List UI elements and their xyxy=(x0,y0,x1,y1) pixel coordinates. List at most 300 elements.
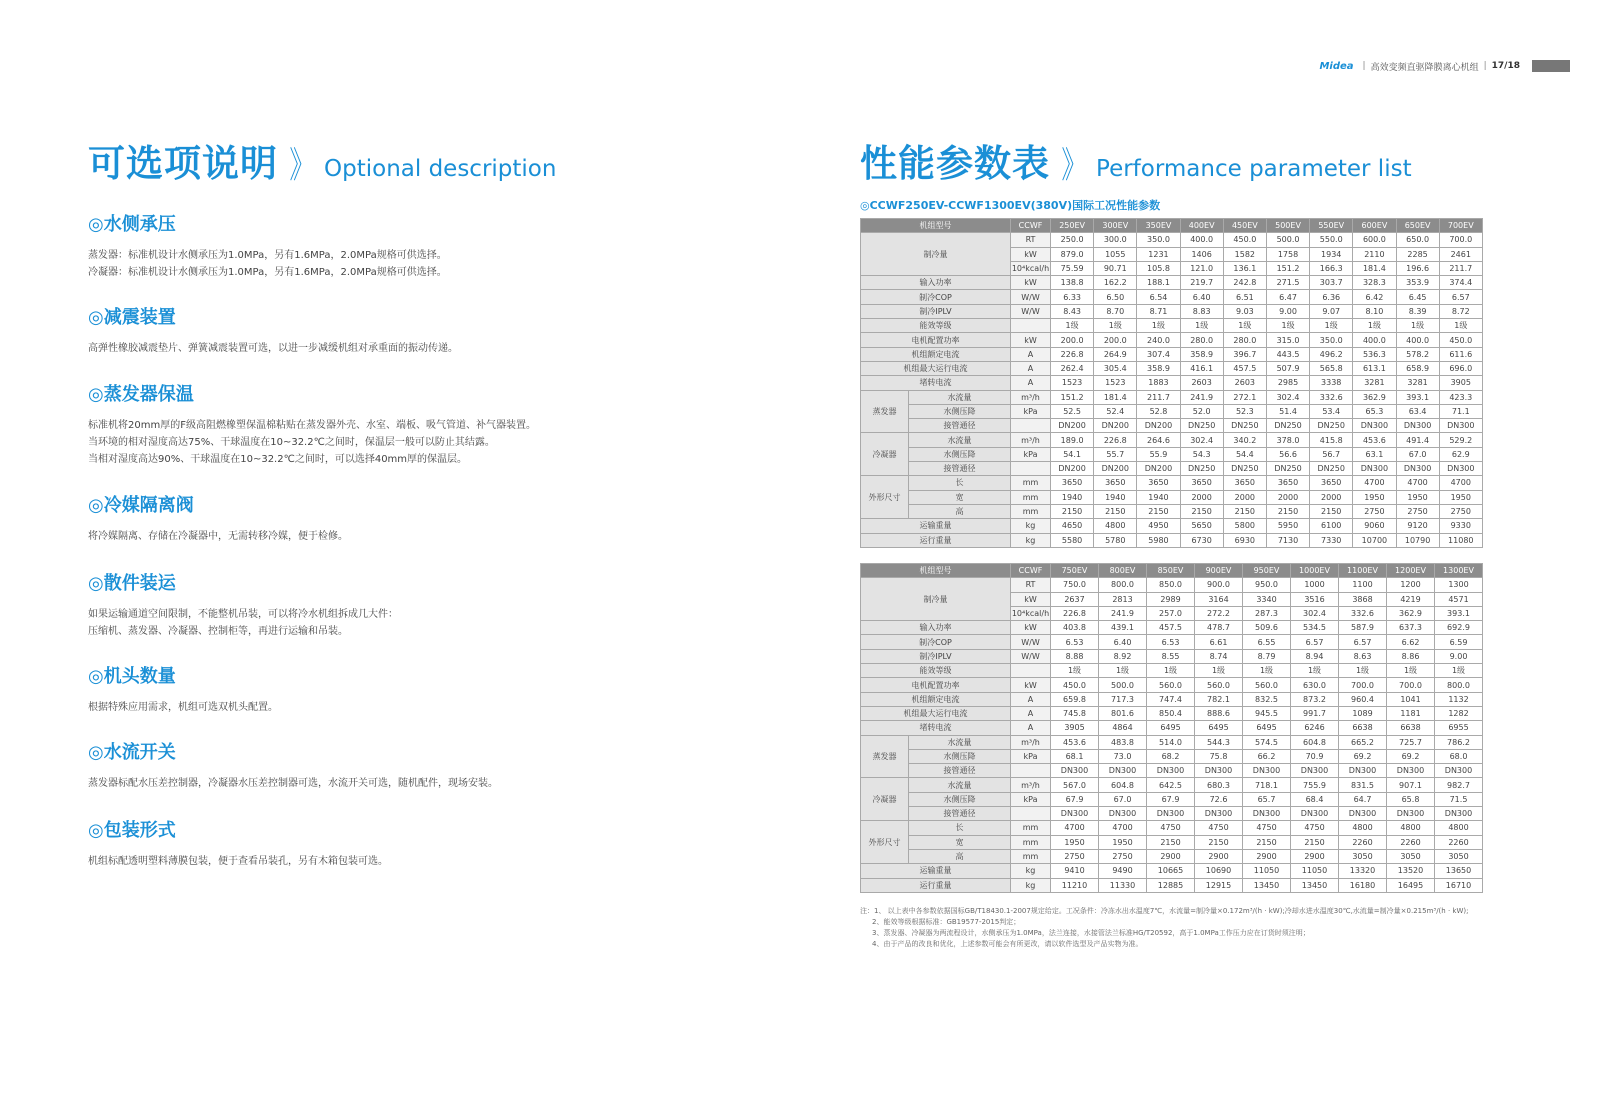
value-cell: 2985 xyxy=(1266,376,1309,390)
performance-title-cn: 性能参数表 xyxy=(860,142,1050,185)
unit-cell: mm xyxy=(1011,490,1051,504)
value-cell: 10665 xyxy=(1147,864,1195,878)
value-cell: 67.9 xyxy=(1147,792,1195,806)
value-cell: 151.2 xyxy=(1051,390,1094,404)
value-cell: 71.1 xyxy=(1439,404,1482,418)
value-cell: 393.1 xyxy=(1435,606,1483,620)
value-cell: 3650 xyxy=(1310,476,1353,490)
value-cell: 1级 xyxy=(1353,319,1396,333)
value-cell: 3164 xyxy=(1195,592,1243,606)
value-cell: 1200 xyxy=(1387,578,1435,592)
value-cell: 1883 xyxy=(1137,376,1180,390)
value-cell: 1181 xyxy=(1387,706,1435,720)
table-row xyxy=(861,664,1483,678)
value-cell: 4800 xyxy=(1094,519,1137,533)
unit-cell: W/W xyxy=(1011,635,1051,649)
value-cell: 11050 xyxy=(1243,864,1291,878)
value-cell: 264.6 xyxy=(1137,433,1180,447)
value-cell: 696.0 xyxy=(1439,361,1482,375)
value-cell: 1523 xyxy=(1051,376,1094,390)
row-label: 运行重量 xyxy=(861,533,1011,547)
row-label: 宽 xyxy=(909,490,1011,504)
value-cell: 250.0 xyxy=(1051,233,1094,247)
value-cell: 67.0 xyxy=(1396,447,1439,461)
value-cell: 2260 xyxy=(1387,835,1435,849)
row-label: 制冷IPLV xyxy=(861,304,1011,318)
value-cell: 52.5 xyxy=(1051,404,1094,418)
value-cell: DN200 xyxy=(1051,419,1094,433)
value-cell: 680.3 xyxy=(1195,778,1243,792)
section-text: 当环境的相对湿度高达75%、干球温度在10~32.2℃之间时，保温层一般可以防止其结露。 xyxy=(88,437,495,448)
value-cell: 16710 xyxy=(1435,878,1483,892)
value-cell: 6.61 xyxy=(1195,635,1243,649)
value-cell: 226.8 xyxy=(1094,433,1137,447)
value-cell: 3050 xyxy=(1435,849,1483,863)
value-cell: 211.7 xyxy=(1137,390,1180,404)
value-cell: DN250 xyxy=(1266,419,1309,433)
unit-cell: RT xyxy=(1011,233,1051,247)
model-header: 750EV xyxy=(1051,564,1099,578)
value-cell: 5800 xyxy=(1223,519,1266,533)
model-header: 1100EV xyxy=(1339,564,1387,578)
value-cell: 6.45 xyxy=(1396,290,1439,304)
value-cell: 53.4 xyxy=(1310,404,1353,418)
value-cell: DN300 xyxy=(1435,764,1483,778)
value-cell: 71.5 xyxy=(1435,792,1483,806)
row-label: 宽 xyxy=(909,835,1011,849)
value-cell: DN200 xyxy=(1094,462,1137,476)
table-row xyxy=(861,749,1483,763)
value-cell: 1950 xyxy=(1099,835,1147,849)
unit-cell: mm xyxy=(1011,835,1051,849)
table-row xyxy=(861,462,1483,476)
table-row xyxy=(861,319,1483,333)
value-cell: 6.42 xyxy=(1353,290,1396,304)
value-cell: 443.5 xyxy=(1266,347,1309,361)
value-cell: 873.2 xyxy=(1291,692,1339,706)
value-cell: 496.2 xyxy=(1310,347,1353,361)
value-cell: DN300 xyxy=(1099,807,1147,821)
value-cell: 68.1 xyxy=(1051,749,1099,763)
value-cell: 151.2 xyxy=(1266,261,1309,275)
model-header: 850EV xyxy=(1147,564,1195,578)
row-label: 堵转电流 xyxy=(861,376,1011,390)
value-cell: 181.4 xyxy=(1353,261,1396,275)
value-cell: 332.6 xyxy=(1339,606,1387,620)
value-cell: 4700 xyxy=(1353,476,1396,490)
value-cell: 70.9 xyxy=(1291,749,1339,763)
value-cell: 105.8 xyxy=(1137,261,1180,275)
table-row xyxy=(861,404,1483,418)
value-cell: DN200 xyxy=(1051,462,1094,476)
value-cell: 56.6 xyxy=(1266,447,1309,461)
value-cell: 64.7 xyxy=(1339,792,1387,806)
value-cell: 196.6 xyxy=(1396,261,1439,275)
page-header xyxy=(1319,59,1570,73)
row-label: 水流量 xyxy=(909,433,1011,447)
table-row xyxy=(861,621,1483,635)
value-cell: 604.8 xyxy=(1291,735,1339,749)
value-cell: 378.0 xyxy=(1266,433,1309,447)
value-cell: 240.0 xyxy=(1137,333,1180,347)
value-cell: 1300 xyxy=(1435,578,1483,592)
value-cell: 637.3 xyxy=(1387,621,1435,635)
unit-cell: A xyxy=(1011,347,1051,361)
row-label: 水侧压降 xyxy=(909,447,1011,461)
value-cell: 2603 xyxy=(1223,376,1266,390)
section-text: 如果运输通道空间限制，不能整机吊装，可以将冷水机组拆成几大件： xyxy=(88,609,398,620)
value-cell: 8.70 xyxy=(1094,304,1137,318)
value-cell: 6.53 xyxy=(1051,635,1099,649)
value-cell: 991.7 xyxy=(1291,706,1339,720)
value-cell: 1100 xyxy=(1339,578,1387,592)
table-row xyxy=(861,476,1483,490)
row-label: 高 xyxy=(909,504,1011,518)
value-cell: 450.0 xyxy=(1223,233,1266,247)
optional-description-column xyxy=(88,140,728,867)
value-cell: 13450 xyxy=(1291,878,1339,892)
section-text: 当相对湿度高达90%、干球温度在10~32.2℃之间时，可以选择40mm厚的保温层。 xyxy=(88,454,468,465)
value-cell: 2750 xyxy=(1051,849,1099,863)
table-row xyxy=(861,807,1483,821)
group-label: 冷凝器 xyxy=(861,433,909,476)
group-label: 蒸发器 xyxy=(861,735,909,778)
value-cell: 4800 xyxy=(1387,821,1435,835)
value-cell: 272.1 xyxy=(1223,390,1266,404)
value-cell: 4864 xyxy=(1099,721,1147,735)
unit-cell: kPa xyxy=(1011,749,1051,763)
value-cell: 2110 xyxy=(1353,247,1396,261)
value-cell: 8.63 xyxy=(1339,649,1387,663)
value-cell: 907.1 xyxy=(1387,778,1435,792)
option-section xyxy=(88,572,398,640)
value-cell: 1级 xyxy=(1339,664,1387,678)
value-cell: 2285 xyxy=(1396,247,1439,261)
value-cell: 11330 xyxy=(1099,878,1147,892)
unit-cell xyxy=(1011,319,1051,333)
value-cell: 1950 xyxy=(1353,490,1396,504)
value-cell: DN250 xyxy=(1223,419,1266,433)
value-cell: 8.92 xyxy=(1099,649,1147,663)
model-header: 550EV xyxy=(1310,219,1353,233)
value-cell: 353.9 xyxy=(1396,276,1439,290)
row-label: 机组额定电流 xyxy=(861,692,1011,706)
model-header: 650EV xyxy=(1396,219,1439,233)
header-separator: | xyxy=(1362,61,1366,71)
value-cell: 642.5 xyxy=(1147,778,1195,792)
value-cell: 65.7 xyxy=(1243,792,1291,806)
value-cell: 491.4 xyxy=(1396,433,1439,447)
value-cell: 3650 xyxy=(1223,476,1266,490)
value-cell: 658.9 xyxy=(1396,361,1439,375)
value-cell: 600.0 xyxy=(1353,233,1396,247)
value-cell: 3650 xyxy=(1051,476,1094,490)
value-cell: 888.6 xyxy=(1195,706,1243,720)
value-cell: 1940 xyxy=(1051,490,1094,504)
table-row xyxy=(861,821,1483,835)
page-number: 17/18 xyxy=(1491,61,1520,71)
table-row xyxy=(861,347,1483,361)
value-cell: 2150 xyxy=(1310,504,1353,518)
value-cell: 63.1 xyxy=(1353,447,1396,461)
model-header: 700EV xyxy=(1439,219,1482,233)
value-cell: 3905 xyxy=(1051,721,1099,735)
value-cell: 2150 xyxy=(1243,835,1291,849)
row-label: 长 xyxy=(909,821,1011,835)
model-header: 250EV xyxy=(1051,219,1094,233)
value-cell: 665.2 xyxy=(1339,735,1387,749)
value-cell: 8.83 xyxy=(1180,304,1223,318)
value-cell: 65.3 xyxy=(1353,404,1396,418)
value-cell: DN250 xyxy=(1310,462,1353,476)
unit-cell: kPa xyxy=(1011,404,1051,418)
value-cell: 6.62 xyxy=(1387,635,1435,649)
value-cell: 3050 xyxy=(1339,849,1387,863)
unit-cell: kPa xyxy=(1011,792,1051,806)
model-header: 900EV xyxy=(1195,564,1243,578)
value-cell: 2750 xyxy=(1396,504,1439,518)
note-line: 注：1、 以上表中各参数依据国标GB/T18430.1-2007规定给定。工况条件：冷冻水出水温度7℃，水流量=制冷量×0.172m³/(h · kW);冷却水进水温度30℃,水流量=制冷量×0.215m³/(h · kW); xyxy=(860,907,1469,915)
unit-cell: W/W xyxy=(1011,649,1051,663)
unit-cell: A xyxy=(1011,692,1051,706)
row-label: 机组型号 xyxy=(861,564,1011,578)
unit-cell: A xyxy=(1011,706,1051,720)
value-cell: 6730 xyxy=(1180,533,1223,547)
value-cell: 264.9 xyxy=(1094,347,1137,361)
value-cell: 500.0 xyxy=(1099,678,1147,692)
value-cell: 801.6 xyxy=(1099,706,1147,720)
row-label: 机组最大运行电流 xyxy=(861,706,1011,720)
group-label: 外形尺寸 xyxy=(861,476,909,519)
unit-cell: A xyxy=(1011,376,1051,390)
table-row xyxy=(861,333,1483,347)
value-cell: 1级 xyxy=(1094,319,1137,333)
table-row xyxy=(861,290,1483,304)
value-cell: 241.9 xyxy=(1099,606,1147,620)
option-section xyxy=(88,306,458,357)
unit-cell: mm xyxy=(1011,821,1051,835)
value-cell: 72.6 xyxy=(1195,792,1243,806)
value-cell: 514.0 xyxy=(1147,735,1195,749)
row-label: 能效等级 xyxy=(861,664,1011,678)
value-cell: DN300 xyxy=(1387,807,1435,821)
value-cell: 1级 xyxy=(1137,319,1180,333)
value-cell: DN300 xyxy=(1339,807,1387,821)
unit-cell xyxy=(1011,807,1051,821)
value-cell: 13320 xyxy=(1339,864,1387,878)
value-cell: 52.8 xyxy=(1137,404,1180,418)
table-row xyxy=(861,849,1483,863)
value-cell: 560.0 xyxy=(1195,678,1243,692)
value-cell: 416.1 xyxy=(1180,361,1223,375)
row-label: 水侧压降 xyxy=(909,404,1011,418)
table-row xyxy=(861,649,1483,663)
unit-cell: kg xyxy=(1011,533,1051,547)
value-cell: 2150 xyxy=(1094,504,1137,518)
value-cell: DN300 xyxy=(1243,807,1291,821)
value-cell: 1934 xyxy=(1310,247,1353,261)
section-heading: ◎包装形式 xyxy=(88,820,176,841)
value-cell: 578.2 xyxy=(1396,347,1439,361)
value-cell: 4800 xyxy=(1435,821,1483,835)
value-cell: 166.3 xyxy=(1310,261,1353,275)
value-cell: 63.4 xyxy=(1396,404,1439,418)
value-cell: 200.0 xyxy=(1094,333,1137,347)
value-cell: 529.2 xyxy=(1439,433,1482,447)
value-cell: DN300 xyxy=(1396,462,1439,476)
table-row xyxy=(861,519,1483,533)
value-cell: 415.8 xyxy=(1310,433,1353,447)
value-cell: 567.0 xyxy=(1051,778,1099,792)
value-cell: 945.5 xyxy=(1243,706,1291,720)
row-label: 机组型号 xyxy=(861,219,1011,233)
value-cell: DN300 xyxy=(1147,807,1195,821)
unit-cell: kg xyxy=(1011,519,1051,533)
unit-cell: m³/h xyxy=(1011,390,1051,404)
value-cell: 1406 xyxy=(1180,247,1223,261)
value-cell: 219.7 xyxy=(1180,276,1223,290)
value-cell: 6.57 xyxy=(1439,290,1482,304)
row-label: 运输重量 xyxy=(861,864,1011,878)
value-cell: 66.2 xyxy=(1243,749,1291,763)
table-row xyxy=(861,564,1483,578)
unit-cell: CCWF xyxy=(1011,219,1051,233)
value-cell: 5950 xyxy=(1266,519,1309,533)
value-cell: DN250 xyxy=(1310,419,1353,433)
value-cell: 400.0 xyxy=(1180,233,1223,247)
value-cell: 302.4 xyxy=(1291,606,1339,620)
value-cell: 9.00 xyxy=(1435,649,1483,663)
row-label: 制冷COP xyxy=(861,290,1011,304)
value-cell: 1940 xyxy=(1094,490,1137,504)
value-cell: 4700 xyxy=(1439,476,1482,490)
header-separator: | xyxy=(1483,61,1487,71)
value-cell: 393.1 xyxy=(1396,390,1439,404)
value-cell: 303.7 xyxy=(1310,276,1353,290)
value-cell: 3516 xyxy=(1291,592,1339,606)
value-cell: DN250 xyxy=(1180,462,1223,476)
value-cell: 11050 xyxy=(1291,864,1339,878)
value-cell: 226.8 xyxy=(1051,606,1099,620)
model-header: 400EV xyxy=(1180,219,1223,233)
value-cell: 6.59 xyxy=(1435,635,1483,649)
value-cell: 5650 xyxy=(1180,519,1223,533)
unit-cell: RT xyxy=(1011,578,1051,592)
value-cell: 68.4 xyxy=(1291,792,1339,806)
value-cell: DN300 xyxy=(1243,764,1291,778)
value-cell: 1950 xyxy=(1051,835,1099,849)
value-cell: 8.10 xyxy=(1353,304,1396,318)
value-cell: 68.2 xyxy=(1147,749,1195,763)
section-heading: ◎水侧承压 xyxy=(88,214,176,235)
value-cell: 2813 xyxy=(1099,592,1147,606)
value-cell: 4950 xyxy=(1137,519,1180,533)
row-label: 接管通径 xyxy=(909,462,1011,476)
value-cell: 4219 xyxy=(1387,592,1435,606)
value-cell: 280.0 xyxy=(1180,333,1223,347)
value-cell: 52.0 xyxy=(1180,404,1223,418)
value-cell: DN300 xyxy=(1439,419,1482,433)
row-label: 制冷量 xyxy=(861,233,1011,276)
performance-title xyxy=(860,140,1560,188)
value-cell: 6955 xyxy=(1435,721,1483,735)
unit-cell: m³/h xyxy=(1011,433,1051,447)
value-cell: 257.0 xyxy=(1147,606,1195,620)
value-cell: 11210 xyxy=(1051,878,1099,892)
value-cell: 2150 xyxy=(1180,504,1223,518)
value-cell: 6100 xyxy=(1310,519,1353,533)
table-row xyxy=(861,490,1483,504)
row-label: 接管通径 xyxy=(909,419,1011,433)
value-cell: DN300 xyxy=(1435,807,1483,821)
value-cell: 332.6 xyxy=(1310,390,1353,404)
value-cell: 2750 xyxy=(1353,504,1396,518)
row-label: 输入功率 xyxy=(861,621,1011,635)
value-cell: 136.1 xyxy=(1223,261,1266,275)
value-cell: 8.74 xyxy=(1195,649,1243,663)
value-cell: DN300 xyxy=(1291,764,1339,778)
value-cell: DN300 xyxy=(1051,764,1099,778)
value-cell: 2260 xyxy=(1435,835,1483,849)
table-row xyxy=(861,835,1483,849)
value-cell: 560.0 xyxy=(1243,678,1291,692)
table-row xyxy=(861,778,1483,792)
table-row xyxy=(861,692,1483,706)
value-cell: 850.0 xyxy=(1147,578,1195,592)
value-cell: 3650 xyxy=(1094,476,1137,490)
value-cell: 1级 xyxy=(1396,319,1439,333)
value-cell: 2900 xyxy=(1243,849,1291,863)
value-cell: 750.0 xyxy=(1051,578,1099,592)
value-cell: 4750 xyxy=(1243,821,1291,835)
row-label: 长 xyxy=(909,476,1011,490)
value-cell: 507.9 xyxy=(1266,361,1309,375)
value-cell: 75.59 xyxy=(1051,261,1094,275)
value-cell: 630.0 xyxy=(1291,678,1339,692)
value-cell: 241.9 xyxy=(1180,390,1223,404)
chevron-icon: 》 xyxy=(1061,145,1087,186)
row-label: 输入功率 xyxy=(861,276,1011,290)
value-cell: 1582 xyxy=(1223,247,1266,261)
section-heading: ◎水流开关 xyxy=(88,742,176,763)
value-cell: 75.8 xyxy=(1195,749,1243,763)
value-cell: 188.1 xyxy=(1137,276,1180,290)
note-line: 4、由于产品的改良和优化，上述参数可能会有所更改，请以软件选型及产品实物为准。 xyxy=(872,940,1143,948)
unit-cell: kW xyxy=(1011,592,1051,606)
table-row xyxy=(861,792,1483,806)
value-cell: 51.4 xyxy=(1266,404,1309,418)
option-section xyxy=(88,494,348,545)
value-cell: 1523 xyxy=(1094,376,1137,390)
value-cell: 1级 xyxy=(1266,319,1309,333)
value-cell: 374.4 xyxy=(1439,276,1482,290)
value-cell: 200.0 xyxy=(1051,333,1094,347)
table-row xyxy=(861,706,1483,720)
row-label: 电机配置功率 xyxy=(861,333,1011,347)
value-cell: 55.9 xyxy=(1137,447,1180,461)
value-cell: 587.9 xyxy=(1339,621,1387,635)
value-cell: 1级 xyxy=(1099,664,1147,678)
value-cell: 362.9 xyxy=(1387,606,1435,620)
value-cell: 181.4 xyxy=(1094,390,1137,404)
row-label: 水侧压降 xyxy=(909,792,1011,806)
table-row xyxy=(861,390,1483,404)
value-cell: 56.7 xyxy=(1310,447,1353,461)
model-header: 300EV xyxy=(1094,219,1137,233)
value-cell: 831.5 xyxy=(1339,778,1387,792)
value-cell: 457.5 xyxy=(1223,361,1266,375)
value-cell: 717.3 xyxy=(1099,692,1147,706)
